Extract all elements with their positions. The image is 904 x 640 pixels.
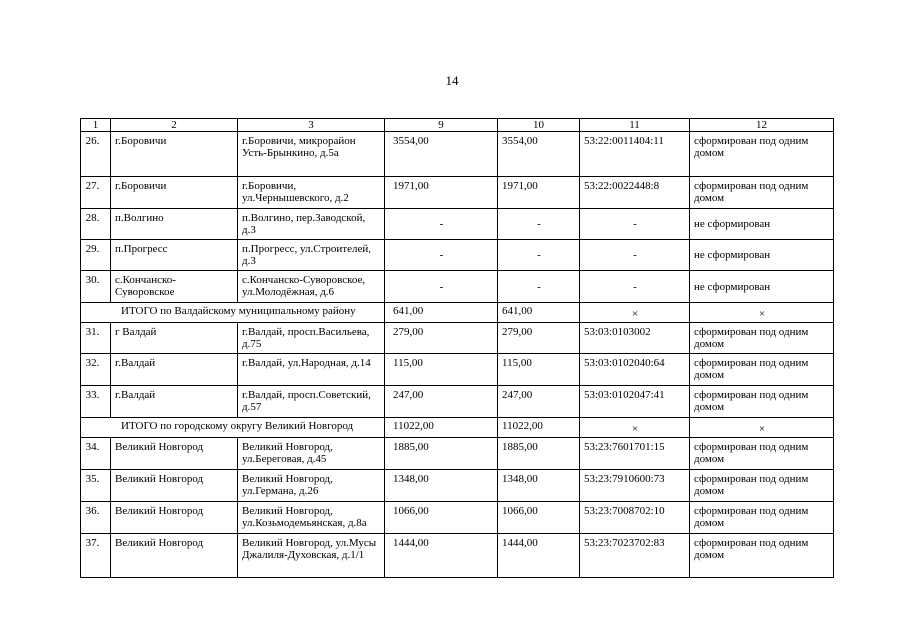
status-cell: сформирован под одним домом (690, 502, 834, 534)
area-col10-cell: - (498, 271, 580, 303)
address-cell: г.Валдай, просп.Советский, д.57 (238, 386, 385, 418)
cadastral-cell: 53:22:0011404:11 (580, 132, 690, 177)
area-col9-cell: - (385, 240, 498, 271)
area-col9-cell: 1444,00 (385, 534, 498, 578)
area-col9-cell: 1348,00 (385, 470, 498, 502)
status-cell: сформирован под одним домом (690, 470, 834, 502)
settlement-cell: г.Валдай (111, 386, 238, 418)
status-cell: сформирован под одним домом (690, 177, 834, 209)
column-header: 3 (238, 119, 385, 132)
row-number-cell: 27. (81, 177, 111, 209)
settlement-cell: Великий Новгород (111, 470, 238, 502)
area-col10-cell: 1885,00 (498, 438, 580, 470)
status-cell: сформирован под одним домом (690, 534, 834, 578)
address-cell: Великий Новгород, ул.Мусы Джалиля-Духовская, д.1/1 (238, 534, 385, 578)
address-cell: г.Боровичи, микрорайон Усть-Брынкино, д.5а (238, 132, 385, 177)
row-number-cell: 37. (81, 534, 111, 578)
address-cell: Великий Новгород, ул.Германа, д.26 (238, 470, 385, 502)
status-cell: сформирован под одним домом (690, 354, 834, 386)
cadastral-cell: 53:23:7008702:10 (580, 502, 690, 534)
area-col9-cell: 115,00 (385, 354, 498, 386)
cadastral-cell: × (580, 418, 690, 438)
area-col10-cell: 641,00 (498, 303, 580, 323)
row-number-cell: 29. (81, 240, 111, 271)
page-number: 14 (445, 73, 459, 88)
area-col10-cell: 3554,00 (498, 132, 580, 177)
row-number-cell: 31. (81, 323, 111, 354)
status-cell: не сформирован (690, 271, 834, 303)
table-row (81, 354, 834, 386)
area-col10-cell: 247,00 (498, 386, 580, 418)
total-label: ИТОГО по Валдайскому муниципальному району (81, 303, 385, 323)
area-col10-cell: 1444,00 (498, 534, 580, 578)
area-col10-cell: 1066,00 (498, 502, 580, 534)
table-row (81, 534, 834, 578)
area-col10-cell: - (498, 240, 580, 271)
cadastral-cell: 53:23:7023702:83 (580, 534, 690, 578)
column-header: 12 (690, 119, 834, 132)
area-col9-cell: 279,00 (385, 323, 498, 354)
area-col9-cell: 1885,00 (385, 438, 498, 470)
settlement-cell: г Валдай (111, 323, 238, 354)
settlement-cell: Великий Новгород (111, 502, 238, 534)
table-row (81, 438, 834, 470)
status-cell: не сформирован (690, 240, 834, 271)
column-header-row (81, 119, 834, 132)
cadastral-cell: 53:22:0022448:8 (580, 177, 690, 209)
cadastral-cell: 53:23:7910600:73 (580, 470, 690, 502)
area-col9-cell: 1971,00 (385, 177, 498, 209)
cadastral-cell: - (580, 271, 690, 303)
area-col10-cell: 1348,00 (498, 470, 580, 502)
status-cell: × (690, 303, 834, 323)
settlement-cell: п.Волгино (111, 209, 238, 240)
table-row (81, 177, 834, 209)
row-number-cell: 28. (81, 209, 111, 240)
area-col9-cell: 11022,00 (385, 418, 498, 438)
land-register-table (80, 118, 834, 578)
cadastral-cell: - (580, 240, 690, 271)
address-cell: г.Боровичи, ул.Чернышевского, д.2 (238, 177, 385, 209)
column-header: 2 (111, 119, 238, 132)
total-row (81, 418, 834, 438)
area-col9-cell: 247,00 (385, 386, 498, 418)
row-number-cell: 32. (81, 354, 111, 386)
status-cell: сформирован под одним домом (690, 132, 834, 177)
area-col9-cell: 3554,00 (385, 132, 498, 177)
settlement-cell: г.Боровичи (111, 132, 238, 177)
settlement-cell: с.Кончанско-Суворовское (111, 271, 238, 303)
table-row (81, 323, 834, 354)
table-row (81, 209, 834, 240)
address-cell: п.Волгино, пер.Заводской, д.3 (238, 209, 385, 240)
cadastral-cell: 53:03:0102040:64 (580, 354, 690, 386)
status-cell: не сформирован (690, 209, 834, 240)
row-number-cell: 26. (81, 132, 111, 177)
cadastral-cell: 53:23:7601701:15 (580, 438, 690, 470)
column-header: 11 (580, 119, 690, 132)
row-number-cell: 34. (81, 438, 111, 470)
status-cell: сформирован под одним домом (690, 438, 834, 470)
status-cell: сформирован под одним домом (690, 386, 834, 418)
address-cell: с.Кончанско-Суворовское, ул.Молодёжная, д.6 (238, 271, 385, 303)
row-number-cell: 36. (81, 502, 111, 534)
settlement-cell: Великий Новгород (111, 438, 238, 470)
table-row (81, 470, 834, 502)
column-header: 1 (81, 119, 111, 132)
address-cell: Великий Новгород, ул.Козьмодемьянская, д.8а (238, 502, 385, 534)
address-cell: п.Прогресс, ул.Строителей, д.3 (238, 240, 385, 271)
area-col9-cell: - (385, 209, 498, 240)
address-cell: Великий Новгород, ул.Береговая, д.45 (238, 438, 385, 470)
total-row (81, 303, 834, 323)
area-col9-cell: 1066,00 (385, 502, 498, 534)
cadastral-cell: 53:03:0102047:41 (580, 386, 690, 418)
total-label: ИТОГО по городскому округу Великий Новгород (81, 418, 385, 438)
area-col10-cell: 1971,00 (498, 177, 580, 209)
area-col10-cell: 279,00 (498, 323, 580, 354)
table-row (81, 386, 834, 418)
settlement-cell: Великий Новгород (111, 534, 238, 578)
settlement-cell: п.Прогресс (111, 240, 238, 271)
status-cell: × (690, 418, 834, 438)
area-col10-cell: 11022,00 (498, 418, 580, 438)
area-col9-cell: 641,00 (385, 303, 498, 323)
area-col9-cell: - (385, 271, 498, 303)
cadastral-cell: - (580, 209, 690, 240)
column-header: 10 (498, 119, 580, 132)
row-number-cell: 33. (81, 386, 111, 418)
status-cell: сформирован под одним домом (690, 323, 834, 354)
cadastral-cell: 53:03:0103002 (580, 323, 690, 354)
address-cell: г.Валдай, ул.Народная, д.14 (238, 354, 385, 386)
table-row (81, 132, 834, 177)
table-row (81, 240, 834, 271)
address-cell: г.Валдай, просп.Васильева, д.75 (238, 323, 385, 354)
table-row (81, 271, 834, 303)
row-number-cell: 30. (81, 271, 111, 303)
column-header: 9 (385, 119, 498, 132)
settlement-cell: г.Боровичи (111, 177, 238, 209)
area-col10-cell: 115,00 (498, 354, 580, 386)
cadastral-cell: × (580, 303, 690, 323)
settlement-cell: г.Валдай (111, 354, 238, 386)
table-row (81, 502, 834, 534)
row-number-cell: 35. (81, 470, 111, 502)
area-col10-cell: - (498, 209, 580, 240)
